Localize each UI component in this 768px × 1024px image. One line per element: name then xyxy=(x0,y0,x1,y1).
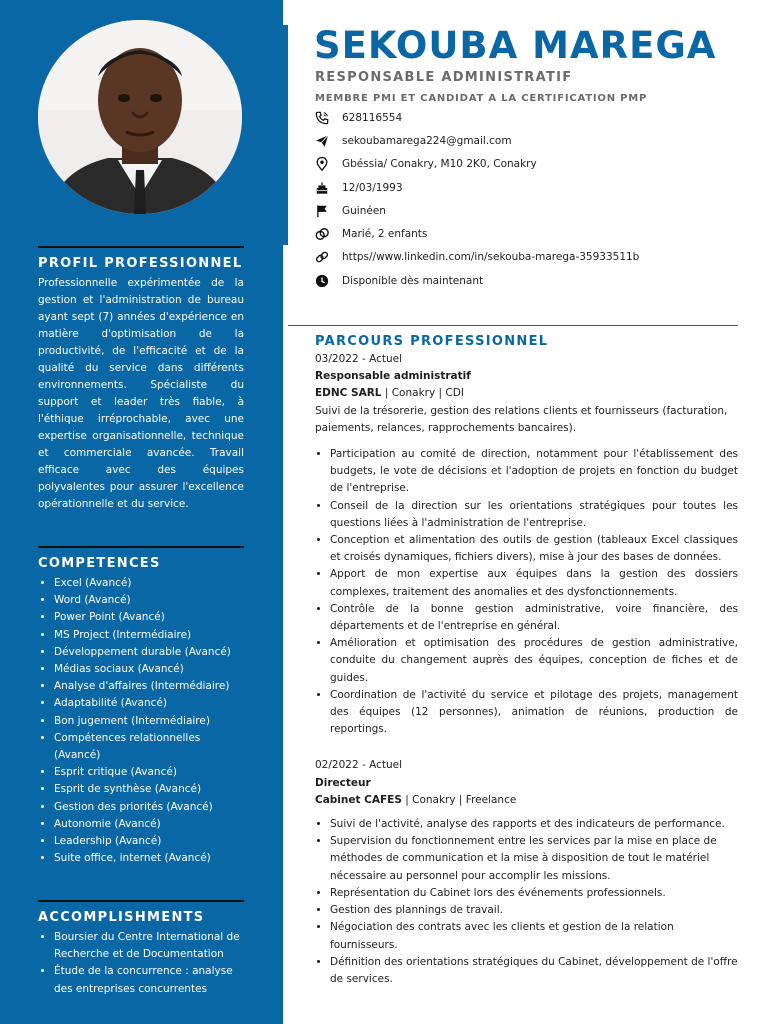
competence-item: • Compétences relationnelles (Avancé) xyxy=(54,730,244,764)
accomplishments-heading: ACCOMPLISHMENTS xyxy=(38,910,205,925)
contact-linkedin[interactable] xyxy=(315,246,735,269)
competences-list xyxy=(38,575,244,867)
job-company-line xyxy=(315,385,738,402)
job-role: Directeur xyxy=(315,776,371,789)
profile-section xyxy=(38,246,244,513)
competence-item: • Esprit de synthèse (Avancé) xyxy=(54,781,244,798)
job-company: EDNC SARL xyxy=(315,387,382,400)
job-bullet: • Conception et alimentation des outils de gestion (tableaux Excel classiques et croisés dynamiques, fichiers divers), mise à jour des bases de données. xyxy=(330,532,738,566)
job-dates: 02/2022 - Actuel xyxy=(315,759,403,772)
job-bullet: • Conseil de la direction sur les orientations stratégiques pour toutes les questions liées à l'administration de l'entreprise. xyxy=(330,498,738,532)
contact-address xyxy=(315,153,735,176)
competence-item: • Analyse d'affaires (Intermédiaire) xyxy=(54,678,244,695)
send-icon xyxy=(315,134,329,148)
accomplishment-item: • Étude de la concurrence : analyse des entreprises concurrentes xyxy=(54,963,244,997)
job-role: Responsable administratif xyxy=(315,370,471,383)
contact-birthdate-text: 12/03/1993 xyxy=(342,181,403,194)
job-entry xyxy=(315,757,738,988)
contact-list xyxy=(315,106,735,292)
sidebar-tab-accent xyxy=(283,25,288,245)
competences-heading: COMPETENCES xyxy=(38,556,161,571)
job-bullet: • Définition des orientations stratégiques du Cabinet, développement de l'offre de services. xyxy=(330,954,738,988)
competence-item: • Gestion des priorités (Avancé) xyxy=(54,799,244,816)
job-company: Cabinet CAFES xyxy=(315,793,402,806)
job-bullet: • Coordination de l'activité du service et pilotage des projets, management des équipes (12 personnes), animation de réunions, production de reportings. xyxy=(330,687,738,739)
contact-nationality-text: Guinéen xyxy=(342,204,386,217)
contact-linkedin-text[interactable]: https//www.linkedin.com/in/sekouba-marega-35933511b xyxy=(342,251,640,264)
location-pin-icon xyxy=(315,157,329,171)
contact-availability-text: Disponible dès maintenant xyxy=(342,274,484,287)
job-bullet: • Négociation des contrats avec les clients et gestion de la relation fournisseurs. xyxy=(330,919,738,953)
job-bullet: • Supervision du fonctionnement entre les services par la mise en place de méthodes de communication et la mise à disposition de tout le matériel nécessaire au personnel pour accomplir les missions. xyxy=(330,833,738,885)
profile-text: Professionnelle expérimentée de la gestion et l'administration de bureau ayant sept (7) années d'expérience en matière d'optimisation de la productivité, de l'efficacité et de la qualité du service dans différents environnements. Spécialiste du support et leader très fiable, à l'éthique irréprochable, avec une expertise organisationnelle, technique et commerciale avancée. Travail efficace avec des équipes polyvalentes pour assurer l'excellence opérationnelle et du service. xyxy=(38,277,244,510)
rings-icon xyxy=(315,227,329,241)
accomplishments-rule xyxy=(38,900,244,902)
job-details: | Conakry | CDI xyxy=(381,387,464,400)
phone-icon xyxy=(315,111,329,125)
contact-phone xyxy=(315,106,735,129)
job-entry xyxy=(315,351,738,738)
job-bullets xyxy=(315,446,738,738)
clock-icon xyxy=(315,274,329,288)
job-bullets xyxy=(315,816,738,988)
job-summary: Suivi de la trésorerie, gestion des relations clients et fournisseurs (facturation, paiements, relances, rapprochements bancaires). xyxy=(315,404,728,434)
competence-item: • Bon jugement (Intermédiaire) xyxy=(54,713,244,730)
flag-icon xyxy=(315,204,329,218)
job-dates: 03/2022 - Actuel xyxy=(315,353,403,365)
accomplishments-section xyxy=(38,900,244,998)
job-bullet: • Amélioration et optimisation des procédures de gestion administrative, conduite du changement auprès des équipes, conception de fiches et de guides. xyxy=(330,635,738,687)
candidate-name: SEKOUBA MAREGA xyxy=(314,24,717,67)
competence-item: • Excel (Avancé) xyxy=(54,575,244,592)
job-company-line xyxy=(315,792,738,809)
contact-family xyxy=(315,222,735,245)
competence-item: • Développement durable (Avancé) xyxy=(54,644,244,661)
job-bullet: • Apport de mon expertise aux équipes dans la gestion des dossiers complexes, traitement des anomalies et des dysfonctionnements. xyxy=(330,566,738,600)
competence-item: • Suite office, internet (Avancé) xyxy=(54,850,244,867)
competence-item: • Adaptabilité (Avancé) xyxy=(54,695,244,712)
contact-address-text: Gbéssia/ Conakry, M10 2K0, Conakry xyxy=(342,158,537,171)
membership-subtitle: MEMBRE PMI ET CANDIDAT A LA CERTIFICATION PMP xyxy=(315,93,648,104)
competences-rule xyxy=(38,546,244,548)
contact-email[interactable] xyxy=(315,129,735,152)
profile-heading: PROFIL PROFESSIONNEL xyxy=(38,256,243,271)
contact-family-text: Marié, 2 enfants xyxy=(342,228,428,241)
job-bullet: • Participation au comité de direction, notamment pour l'établissement des budgets, le vote de décisions et l'adoption de projets en fonction du budget de l'entreprise. xyxy=(330,446,738,498)
accomplishments-list xyxy=(38,929,244,998)
competence-item: • Autonomie (Avancé) xyxy=(54,816,244,833)
competence-item: • Leadership (Avancé) xyxy=(54,833,244,850)
job-bullet: • Représentation du Cabinet lors des événements professionnels. xyxy=(330,885,738,902)
accomplishment-item: • Boursier du Centre International de Recherche et de Documentation xyxy=(54,929,244,963)
competences-section xyxy=(38,546,244,867)
birthday-cake-icon xyxy=(315,181,329,195)
parcours-heading: PARCOURS PROFESSIONNEL xyxy=(315,334,549,349)
parcours-section xyxy=(315,334,738,988)
contact-phone-text: 628116554 xyxy=(342,111,403,124)
contact-email-text[interactable]: sekoubamarega224@gmail.com xyxy=(342,134,512,147)
avatar xyxy=(38,20,242,214)
job-bullet: • Contrôle de la bonne gestion administrative, voire financière, des départements et de l'entreprise en général. xyxy=(330,601,738,635)
competence-item: • Médias sociaux (Avancé) xyxy=(54,661,244,678)
sidebar xyxy=(0,0,283,1024)
profile-photo xyxy=(38,20,242,214)
job-details: | Conakry | Freelance xyxy=(401,793,517,806)
contact-birthdate xyxy=(315,176,735,199)
competence-item: • Esprit critique (Avancé) xyxy=(54,764,244,781)
link-icon xyxy=(315,250,329,264)
contact-availability xyxy=(315,269,735,292)
job-bullet: • Suivi de l'activité, analyse des rapports et des indicateurs de performance. xyxy=(330,816,738,833)
competence-item: • Power Point (Avancé) xyxy=(54,609,244,626)
job-bullet: • Gestion des plannings de travail. xyxy=(330,902,738,919)
competence-item: • Word (Avancé) xyxy=(54,592,244,609)
section-divider xyxy=(288,325,738,326)
job-title: RESPONSABLE ADMINISTRATIF xyxy=(315,70,573,85)
contact-nationality xyxy=(315,199,735,222)
competence-item: • MS Project (Intermédiaire) xyxy=(54,627,244,644)
profile-rule xyxy=(38,246,244,248)
